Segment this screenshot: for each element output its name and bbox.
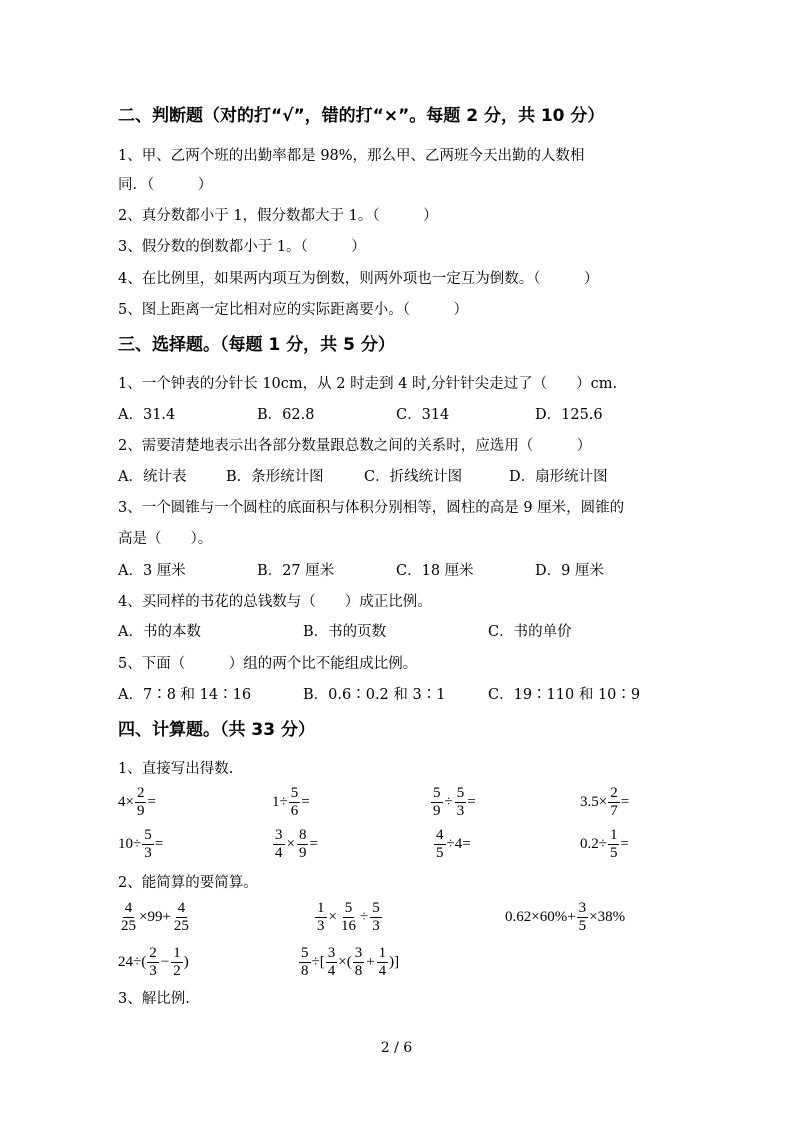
q3-option-d: D．9 厘米: [535, 563, 604, 579]
expr-3.5x2-7: 3.5× $\frac{2}{7}$ =: [580, 784, 630, 819]
expr-0.62x60pct: 0.62×60%+ $\frac{3}{5}$ ×38%: [505, 899, 626, 934]
q4-option-a: A．书的本数: [118, 624, 201, 640]
expr-1div5-6: 1÷ $\frac{5}{6}$ =: [272, 784, 310, 819]
judge-item-5: 5、图上距离一定比相对应的实际距离要小。（ ）: [118, 302, 468, 318]
q1-option-a: A．31.4: [118, 407, 176, 423]
q3-option-b: B．27 厘米: [257, 563, 335, 579]
choice-q1: 1、一个钟表的分针长 10cm，从 2 时走到 4 时,分针针尖走过了（ ）cm.: [118, 376, 618, 392]
section-3-title: 三、选择题。（每题 1 分，共 5 分）: [118, 335, 395, 355]
expr-4-5div4: $\frac{4}{5}$ ÷4 =: [436, 826, 471, 861]
calc-sub-2: 2、能简算的要简算。: [118, 875, 258, 891]
q2-option-d: D．扇形统计图: [509, 469, 608, 485]
expr-0.2div1-5: 0.2÷ $\frac{1}{5}$ =: [580, 826, 629, 861]
q3-option-a: A．3 厘米: [118, 563, 186, 579]
judge-item-3: 3、假分数的倒数都小于 1。（ ）: [118, 239, 366, 255]
q2-option-a: A．统计表: [118, 469, 187, 485]
section-2-title: 二、判断题（对的打“√”，错的打“×”。每题 2 分，共 10 分）: [118, 106, 605, 126]
expr-4x2-9: 4× $\frac{2}{9}$ =: [118, 784, 156, 819]
q3-option-c: C．18 厘米: [396, 563, 474, 579]
section-4-title: 四、计算题。（共 33 分）: [118, 720, 315, 740]
expr-1-3x5-16div5-3: $\frac{1}{3}$ × $\frac{5}{16}$ ÷ $\frac{5}{3}$: [317, 899, 380, 934]
q4-option-b: B．书的页数: [303, 624, 387, 640]
calc-sub-1: 1、直接写出得数.: [118, 761, 234, 777]
expr-3-4x8-9: $\frac{3}{4}$ × $\frac{8}{9}$ =: [275, 826, 318, 861]
judge-item-2: 2、真分数都小于 1，假分数都大于 1。（ ）: [118, 208, 438, 224]
q5-option-a: A．7∶8 和 14∶16: [118, 687, 252, 703]
judge-item-1a: 1、甲、乙两个班的出勤率都是 98%，那么甲、乙两班今天出勤的人数相: [118, 148, 585, 164]
q5-option-c: C．19∶110 和 10∶9: [488, 687, 641, 703]
q2-option-b: B．条形统计图: [226, 469, 324, 485]
q1-option-b: B．62.8: [257, 407, 315, 423]
expr-10div5-3: 10÷ $\frac{5}{3}$ =: [118, 826, 164, 861]
choice-q4: 4、买同样的书花的总钱数与（ ）成正比例。: [118, 594, 432, 610]
expr-5-8div-bracket: $\frac{5}{8}$ ÷[ $\frac{3}{4}$ ×( $\frac{3}{8}$ + $\frac{1}{4}$ )]: [301, 944, 400, 979]
q1-option-d: D．125.6: [535, 407, 603, 423]
calc-sub-3: 3、解比例.: [118, 991, 190, 1007]
page-number: 2 / 6: [380, 1040, 413, 1056]
q2-option-c: C．折线统计图: [364, 469, 463, 485]
q4-option-c: C．书的单价: [488, 624, 572, 640]
choice-q2: 2、需要清楚地表示出各部分数量跟总数之间的关系时，应选用（ ）: [118, 438, 592, 454]
judge-item-1b: 同．（ ）: [118, 177, 213, 193]
choice-q5: 5、下面（ ）组的两个比不能组成比例。: [118, 656, 418, 672]
expr-4-25x99: $\frac{4}{25}$ ×99+ $\frac{4}{25}$: [121, 899, 189, 934]
q5-option-b: B．0.6∶0.2 和 3∶1: [303, 687, 446, 703]
choice-q3a: 3、一个圆锥与一个圆柱的底面积与体积分别相等，圆柱的高是 9 厘米，圆锥的: [118, 500, 625, 516]
choice-q3b: 高是（ ）。: [118, 531, 213, 547]
judge-item-4: 4、在比例里，如果两内项互为倒数，则两外项也一定互为倒数。（ ）: [118, 271, 599, 287]
expr-5-9div5-3: $\frac{5}{9}$ ÷ $\frac{5}{3}$ =: [433, 784, 476, 819]
expr-24div: 24÷( $\frac{2}{3}$ − $\frac{1}{2}$ ): [118, 944, 189, 979]
q1-option-c: C．314: [396, 407, 450, 423]
